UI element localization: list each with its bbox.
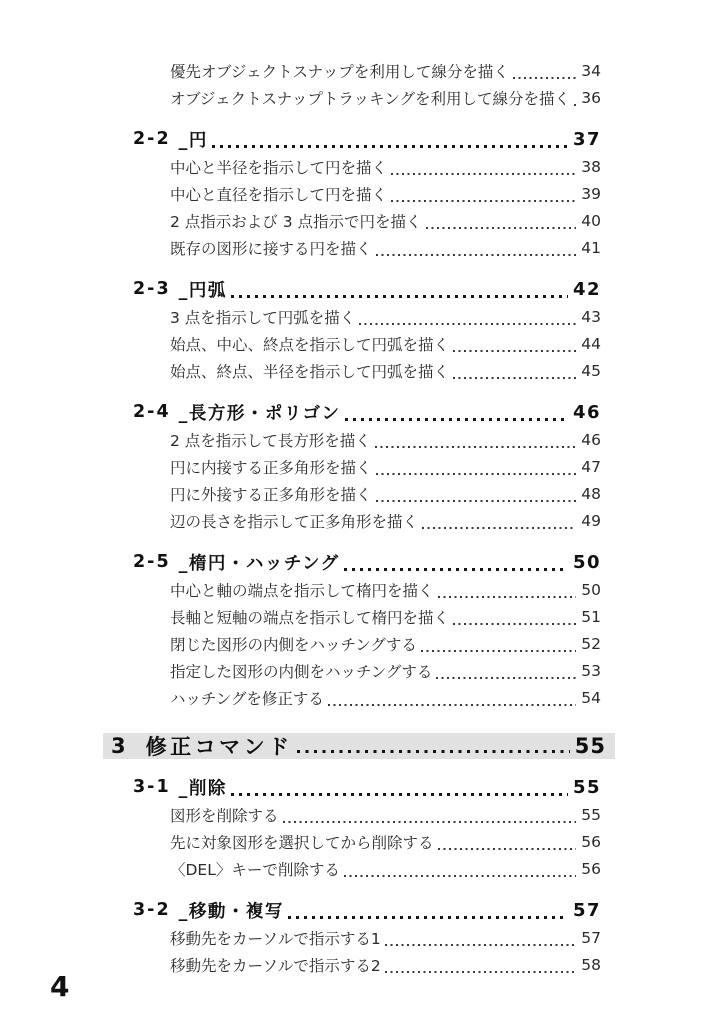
dot-leader: [385, 944, 577, 946]
dot-leader: [453, 350, 576, 352]
toc-entry-page: 55: [581, 805, 601, 824]
toc-entry-label: 優先オブジェクトスナップを利用して線分を描く: [170, 62, 509, 81]
toc-item-row: [133, 330, 601, 357]
toc-entry-label: 中心と直径を指示して円を描く: [170, 185, 388, 204]
toc-entry-number: 3-2: [133, 900, 171, 920]
dot-leader: [375, 446, 576, 448]
toc-entry-page: 38: [581, 157, 601, 176]
toc-entry-label: 円に内接する正多角形を描く: [170, 458, 372, 477]
toc-entry-label: _円弧: [178, 280, 227, 301]
toc-entry-number: 2-4: [133, 402, 171, 422]
toc-entry-label: _移動・複写: [178, 901, 284, 922]
dot-leader: [344, 875, 576, 877]
toc-entry-label: 閉じた図形の内側をハッチングする: [170, 635, 417, 654]
dot-leader: [438, 596, 577, 598]
toc-item-row: [133, 576, 601, 603]
dot-leader: [438, 848, 577, 850]
toc-entry-page: 55: [574, 734, 606, 758]
toc-item-row: [133, 507, 601, 534]
toc-entry-label: _長方形・ポリゴン: [178, 403, 341, 424]
dot-leader: [212, 145, 568, 148]
toc-entry-label: 〈DEL〉キーで削除する: [170, 860, 340, 879]
dot-leader: [283, 821, 577, 823]
toc-entry-label: 指定した図形の内側をハッチングする: [170, 662, 433, 681]
toc-item-row: [133, 828, 601, 855]
toc-item-row: [133, 180, 601, 207]
toc-chapter-row: [103, 733, 615, 759]
toc-section-row: [133, 125, 601, 153]
toc-section-row: [133, 773, 601, 801]
toc-item-row: [133, 426, 601, 453]
toc-item-row: [133, 480, 601, 507]
toc-entry-page: 50: [581, 580, 601, 599]
toc-entry-label: オブジェクトスナップトラッキングを利用して線分を描く: [170, 89, 571, 108]
toc-entry-page: 58: [581, 955, 601, 974]
toc-entry-page: 46: [572, 401, 601, 423]
toc-entry-page: 56: [581, 832, 601, 851]
toc-entry-page: 44: [581, 334, 601, 353]
toc-item-row: [133, 84, 601, 111]
toc-entry-number: 3-1: [133, 777, 171, 797]
toc-entry-label: 移動先をカーソルで指示する1: [170, 929, 381, 948]
toc-entry-label: 辺の長さを指示して正多角形を描く: [170, 512, 419, 531]
toc-entry-page: 56: [581, 859, 601, 878]
toc-item-row: [133, 855, 601, 882]
toc-item-row: [133, 357, 601, 384]
toc-entry-page: 46: [581, 430, 601, 449]
dot-leader: [391, 200, 576, 202]
toc-entry-page: 50: [572, 551, 601, 573]
toc-item-row: [133, 630, 601, 657]
dot-leader: [376, 473, 577, 475]
toc-entry-label: ハッチングを修正する: [170, 689, 324, 708]
toc-entry-page: 49: [581, 511, 601, 530]
toc-item-row: [133, 684, 601, 711]
toc-entry-number: 2-2: [133, 129, 171, 149]
toc-entry-page: 54: [581, 688, 601, 707]
dot-leader: [453, 623, 576, 625]
toc-entry-page: 45: [581, 361, 601, 380]
toc-item-row: [133, 801, 601, 828]
toc-item-row: [133, 924, 601, 951]
dot-leader: [288, 916, 568, 919]
toc-entry-label: 既存の図形に接する円を描く: [170, 239, 372, 258]
dot-leader: [422, 527, 576, 529]
dot-leader: [231, 793, 568, 796]
toc-entry-label: 3 点を指示して円弧を描く: [170, 308, 356, 327]
toc-item-row: [133, 153, 601, 180]
toc-entry-label: 中心と半径を指示して円を描く: [170, 158, 388, 177]
toc-entry-page: 51: [581, 607, 601, 626]
toc-item-row: [133, 453, 601, 480]
dot-leader: [344, 568, 568, 571]
toc-entry-label: 図形を削除する: [170, 806, 279, 825]
dot-leader: [574, 104, 576, 106]
toc-list: [111, 57, 606, 978]
toc-entry-page: 52: [581, 634, 601, 653]
toc-entry-label: _楕円・ハッチング: [178, 553, 340, 574]
dot-leader: [297, 750, 570, 753]
toc-entry-label: 移動先をカーソルで指示する2: [170, 956, 381, 975]
dot-leader: [385, 971, 577, 973]
toc-entry-number: 2-3: [133, 279, 171, 299]
toc-entry-page: 41: [581, 238, 601, 257]
toc-item-row: [133, 951, 601, 978]
dot-leader: [421, 650, 576, 652]
toc-entry-page: 34: [581, 61, 601, 80]
toc-entry-page: 57: [572, 899, 601, 921]
dot-leader: [426, 227, 577, 229]
dot-leader: [328, 704, 576, 706]
toc-entry-page: 42: [572, 278, 601, 300]
toc-entry-label: 2 点指示および 3 点指示で円を描く: [170, 212, 422, 231]
toc-entry-label: _削除: [178, 778, 227, 799]
toc-item-row: [133, 234, 601, 261]
toc-entry-label: 始点、中心、終点を指示して円弧を描く: [170, 335, 450, 354]
toc-entry-page: 53: [581, 661, 601, 680]
toc-section-row: [133, 896, 601, 924]
toc-entry-page: 37: [572, 128, 601, 150]
toc-section-row: [133, 398, 601, 426]
dot-leader: [453, 377, 576, 379]
toc-entry-number: 3: [111, 734, 126, 758]
toc-item-row: [133, 603, 601, 630]
dot-leader: [345, 418, 568, 421]
toc-entry-label: 2 点を指示して長方形を描く: [170, 431, 371, 450]
toc-item-row: [133, 207, 601, 234]
dot-leader: [376, 254, 577, 256]
toc-entry-page: 55: [572, 776, 601, 798]
dot-leader: [391, 173, 576, 175]
toc-section-row: [133, 275, 601, 303]
dot-leader: [359, 323, 576, 325]
toc-entry-label: 始点、終点、半径を指示して円弧を描く: [170, 362, 450, 381]
dot-leader: [231, 295, 568, 298]
toc-entry-label: 長軸と短軸の端点を指示して楕円を描く: [170, 608, 450, 627]
toc-entry-label: 中心と軸の端点を指示して楕円を描く: [170, 581, 434, 600]
toc-entry-page: 36: [581, 88, 601, 107]
toc-item-row: [133, 303, 601, 330]
toc-entry-page: 47: [581, 457, 601, 476]
dot-leader: [376, 500, 577, 502]
toc-entry-page: 43: [581, 307, 601, 326]
dot-leader: [436, 677, 576, 679]
toc-entry-label: 修正コマンド: [145, 735, 293, 759]
toc-entry-page: 39: [581, 184, 601, 203]
toc-entry-page: 57: [581, 928, 601, 947]
toc-entry-page: 40: [581, 211, 601, 230]
toc-section-row: [133, 548, 601, 576]
toc-item-row: [133, 657, 601, 684]
page-number: 4: [50, 970, 70, 1003]
toc-entry-label: 先に対象図形を選択してから削除する: [170, 833, 434, 852]
toc-item-row: [133, 57, 601, 84]
toc-entry-label: 円に外接する正多角形を描く: [170, 485, 372, 504]
toc-entry-number: 2-5: [133, 552, 171, 572]
dot-leader: [513, 77, 576, 79]
toc-entry-page: 48: [581, 484, 601, 503]
toc-entry-label: _円: [178, 130, 208, 151]
